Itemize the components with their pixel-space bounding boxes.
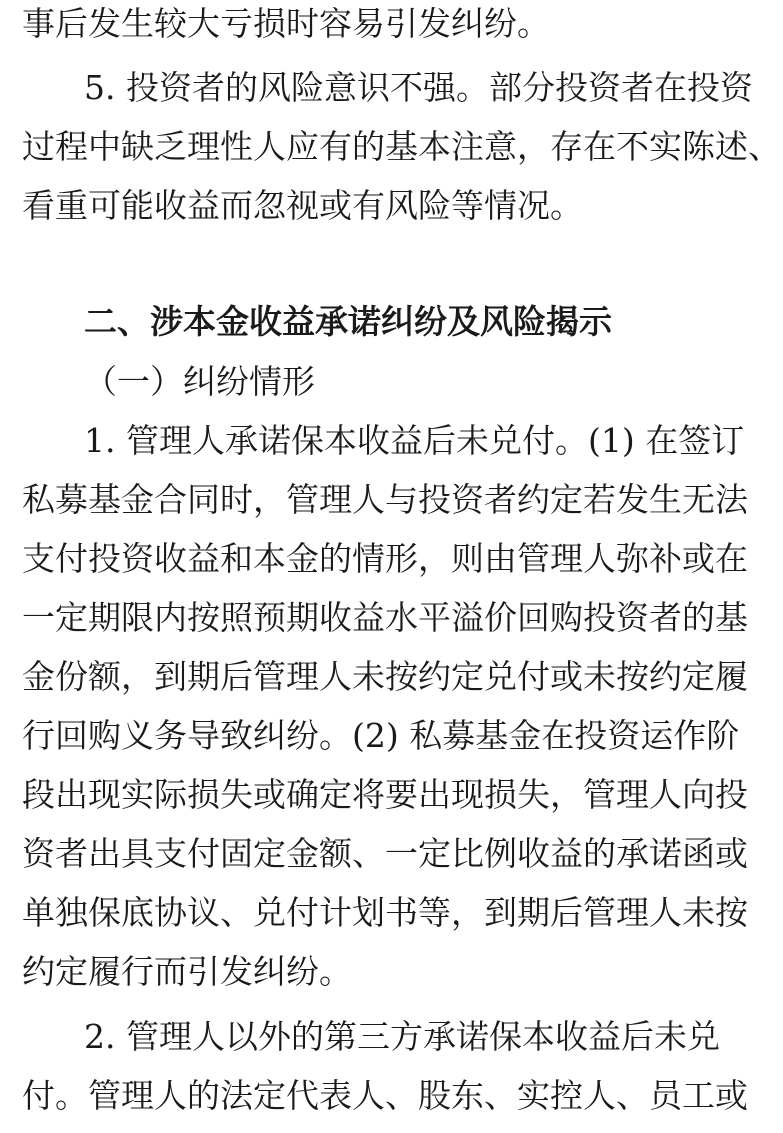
text-line: 支付投资收益和本金的情形，则由管理人弥补或在 <box>22 539 748 578</box>
subsection-heading: （一）纠纷情形 <box>84 362 315 401</box>
text-line: 事后发生较大亏损时容易引发纠纷。 <box>22 4 550 43</box>
text-line: 1. 管理人承诺保本收益后未兑付。(1) 在签订 <box>84 421 745 460</box>
text-line: 资者出具支付固定金额、一定比例收益的承诺函或 <box>22 834 748 873</box>
text-line: 5. 投资者的风险意识不强。部分投资者在投资 <box>84 68 753 107</box>
text-line: 行回购义务导致纠纷。(2) 私募基金在投资运作阶 <box>22 716 740 755</box>
section-heading: 二、涉本金收益承诺纠纷及风险揭示 <box>84 302 612 341</box>
text-line: 2. 管理人以外的第三方承诺保本收益后未兑 <box>84 1017 720 1056</box>
text-line: 金份额，到期后管理人未按约定兑付或未按约定履 <box>22 657 748 696</box>
text-line: 段出现实际损失或确定将要出现损失，管理人向投 <box>22 775 748 814</box>
text-line: 过程中缺乏理性人应有的基本注意，存在不实陈述、 <box>22 127 781 166</box>
text-line: 约定履行而引发纠纷。 <box>22 952 352 991</box>
text-line: 付。管理人的法定代表人、股东、实控人、员工或 <box>22 1076 748 1115</box>
text-line: 私募基金合同时，管理人与投资者约定若发生无法 <box>22 480 748 519</box>
text-line: 看重可能收益而忽视或有风险等情况。 <box>22 186 583 225</box>
text-line: 一定期限内按照预期收益水平溢价回购投资者的基 <box>22 598 748 637</box>
text-line: 单独保底协议、兑付计划书等，到期后管理人未按 <box>22 893 748 932</box>
